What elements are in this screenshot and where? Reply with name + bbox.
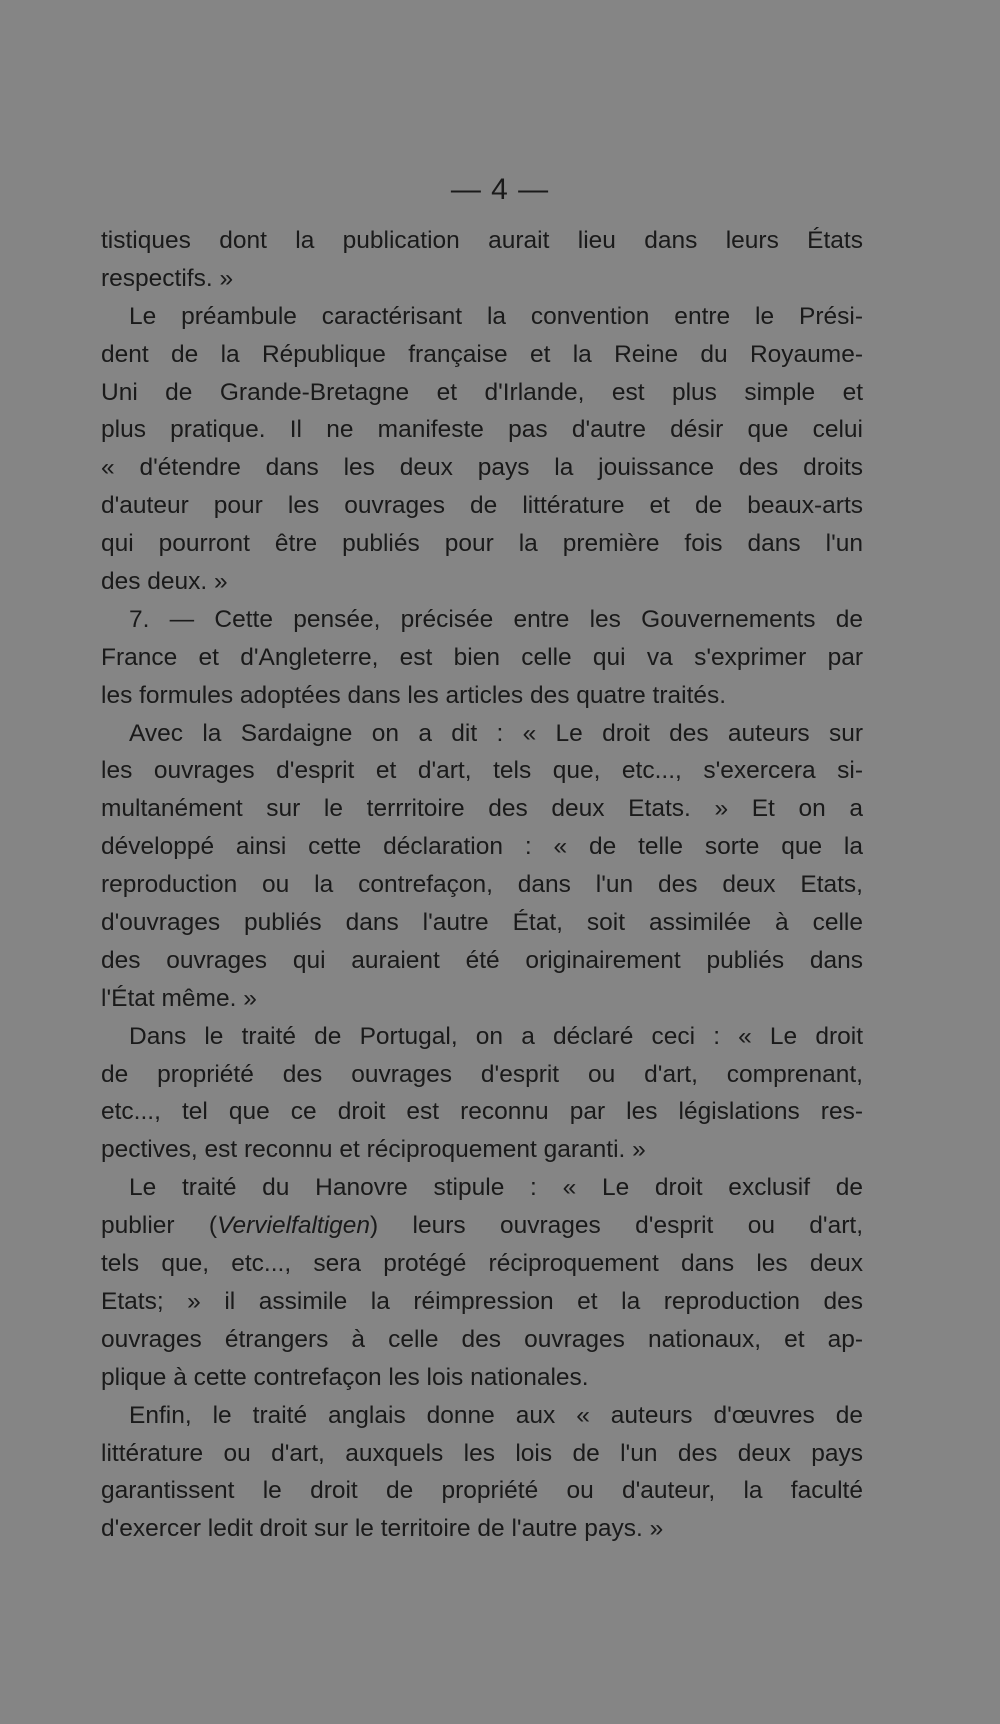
text-line: d'auteur pour les ouvrages de littérature et de beaux-arts	[101, 492, 863, 520]
text-line: respectifs. »	[101, 264, 234, 292]
italic-term: Vervielfaltigen	[217, 1212, 371, 1240]
text-line: littérature ou d'art, auxquels les lois de l'un des deux pays	[101, 1439, 863, 1467]
text-line: « d'étendre dans les deux pays la jouissance des droits	[101, 454, 863, 482]
text-line: multanément sur le terrritoire des deux Etats. » Et on a	[101, 795, 863, 823]
text-line: les formules adoptées dans les articles des quatre traités.	[101, 681, 727, 709]
text-line: reproduction ou la contrefaçon, dans l'un des deux Etats,	[101, 871, 863, 899]
text-line: les ouvrages d'esprit et d'art, tels que, etc..., s'exercera si-	[101, 757, 863, 785]
text-line: dent de la République française et la Reine du Royaume-	[101, 340, 863, 368]
text-line: Avec la Sardaigne on a dit : « Le droit des auteurs sur	[129, 719, 863, 747]
text-line: développé ainsi cette déclaration : « de telle sorte que la	[101, 833, 863, 861]
text-line: Enfin, le traité anglais donne aux « auteurs d'œuvres de	[129, 1401, 863, 1429]
text-line: Etats; » il assimile la réimpression et la reproduction des	[101, 1287, 863, 1315]
text-line: de propriété des ouvrages d'esprit ou d'art, comprenant,	[101, 1060, 863, 1088]
text-line: l'État même. »	[101, 984, 257, 1012]
page-number: — 4 —	[450, 173, 550, 206]
body-text	[101, 222, 863, 1548]
text-line: des ouvrages qui auraient été originairement publiés dans	[101, 946, 863, 974]
text-line: tistiques dont la publication aurait lieu dans leurs États	[101, 227, 863, 254]
text-line: d'exercer ledit droit sur le territoire de l'autre pays. »	[101, 1515, 664, 1543]
text-line: plique à cette contrefaçon les lois nationales.	[101, 1363, 589, 1391]
text-line: Uni de Grande-Bretagne et d'Irlande, est plus simple et	[101, 378, 863, 406]
text-line: d'ouvrages publiés dans l'autre État, soit assimilée à celle	[101, 909, 863, 937]
text-line: France et d'Angleterre, est bien celle qui va s'exprimer par	[101, 643, 863, 671]
text-line: garantissent le droit de propriété ou d'auteur, la faculté	[101, 1477, 863, 1505]
text-line: plus pratique. Il ne manifeste pas d'autre désir que celui	[101, 416, 863, 444]
text-line: Le traité du Hanovre stipule : « Le droit exclusif de	[129, 1174, 863, 1202]
text-line: tels que, etc..., sera protégé réciproquement dans les deux	[101, 1250, 863, 1278]
text-line: Dans le traité de Portugal, on a déclaré ceci : « Le droit	[129, 1022, 863, 1050]
text-line: qui pourront être publiés pour la première fois dans l'un	[101, 530, 863, 558]
text-line: des deux. »	[101, 568, 228, 596]
text-line: 7. — Cette pensée, précisée entre les Gouvernements de	[129, 605, 863, 633]
text-line: Le préambule caractérisant la convention entre le Prési-	[129, 302, 863, 330]
text-line: ouvrages étrangers à celle des ouvrages nationaux, et ap-	[101, 1325, 863, 1353]
text-line: pectives, est reconnu et réciproquement garanti. »	[101, 1136, 646, 1164]
text-line: etc..., tel que ce droit est reconnu par les législations res-	[101, 1098, 863, 1126]
text-line: publier (Vervielfaltigen) leurs ouvrages d'esprit ou d'art,	[101, 1212, 864, 1240]
